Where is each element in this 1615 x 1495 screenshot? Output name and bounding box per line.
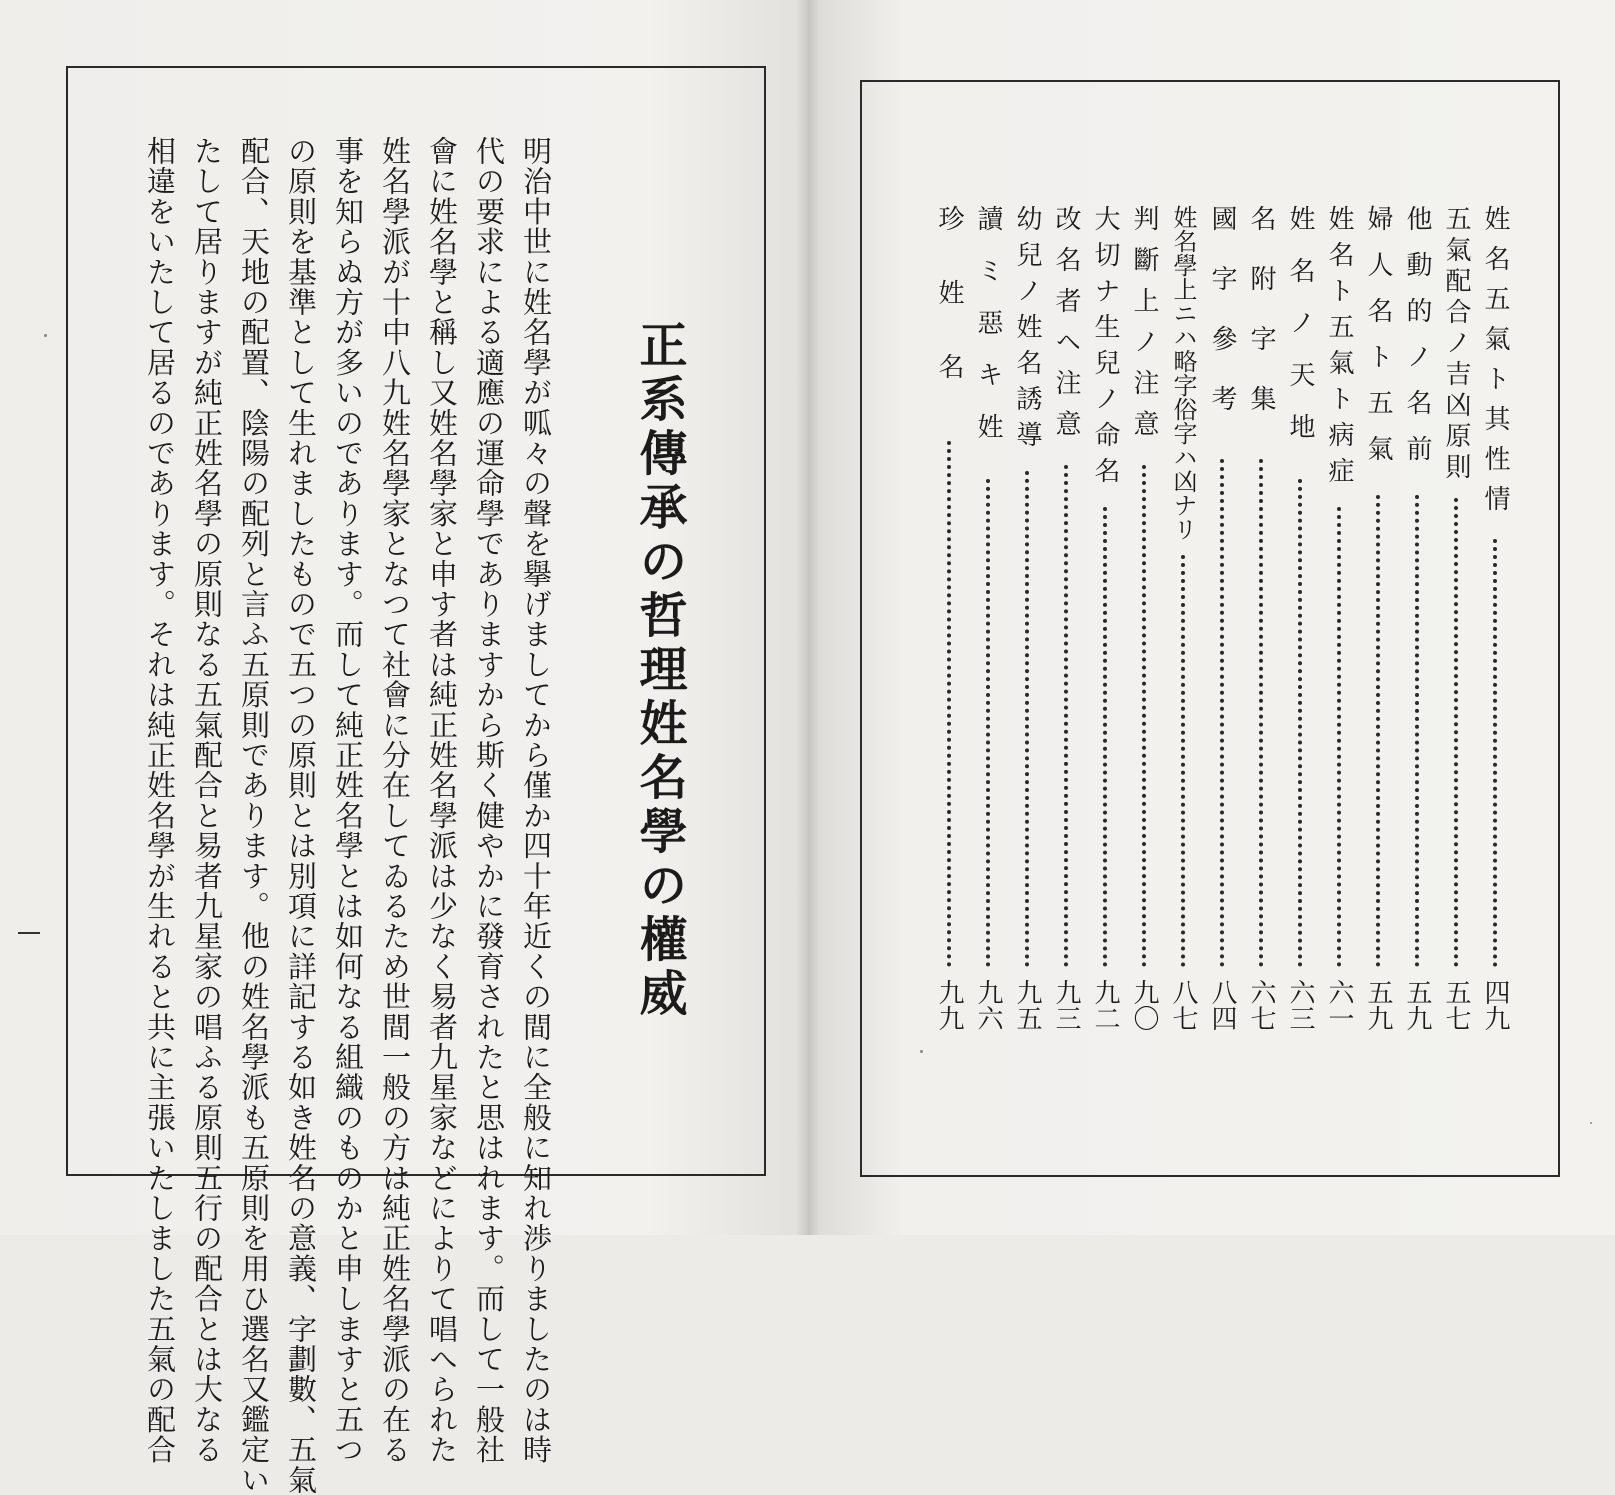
paper-speck — [44, 334, 47, 337]
toc-entry-page: 四九 — [1480, 979, 1510, 1031]
toc-entry-title: 他動的ノ名前 — [1402, 205, 1432, 481]
toc-entry — [1319, 205, 1359, 1031]
toc-leader-dots — [1103, 507, 1107, 967]
toc-entry-page: 六三 — [1285, 979, 1315, 1031]
body-column: たして居りますが純正姓名學の原則なる五氣配合と易者九星家の唱ふる原則五行の配合とは大なる — [190, 136, 224, 1465]
toc-entry — [1280, 205, 1320, 1031]
toc-entry — [1202, 205, 1242, 1031]
toc-entry — [968, 205, 1008, 1031]
toc-entry-title: 判斷上ノ注意 — [1129, 205, 1159, 451]
toc-entry-page: 九五 — [1012, 979, 1042, 1031]
section-title: 正系傳承の哲理姓名學の權威 — [631, 320, 687, 1022]
toc-leader-dots — [1493, 539, 1497, 967]
toc-entry-title: 姓名學上ニハ略字俗字ハ凶ナリ — [1169, 205, 1197, 541]
body-column: 相違をいたして居るのであります。それは純正姓名學が生れると共に主張いたしました五氣の配合 — [143, 136, 177, 1465]
toc-entry — [1397, 205, 1437, 1031]
toc-leader-dots — [1259, 459, 1263, 967]
body-column: の原則を基準として生れましたもので五つの原則とは別項に詳記する如き姓名の意義、字劃數、五氣 — [284, 136, 318, 1495]
body-column: 配合、天地の配置、陰陽の配列と言ふ五原則であります。他の姓名學派も五原則を用ひ選名又鑑定い — [237, 136, 271, 1495]
toc-entry — [1163, 205, 1203, 1031]
toc-entry-page: 九二 — [1090, 979, 1120, 1031]
toc-entry-title: 名附字集 — [1246, 205, 1276, 445]
toc-entry-page: 九六 — [973, 979, 1003, 1031]
paper-speck — [1590, 1122, 1592, 1124]
toc-entry-page: 六一 — [1324, 979, 1354, 1031]
toc-leader-dots — [1142, 465, 1146, 967]
paper-speck — [920, 1050, 923, 1053]
toc-leader-dots — [947, 441, 951, 967]
toc-leader-dots — [1376, 495, 1380, 967]
body-column: 明治中世に姓名學が呱々の聲を擧げましてから僅か四十年近くの間に全般に知れ渉りましたのは時 — [519, 136, 553, 1465]
toc-entry-title: 讀ミ惡キ姓 — [973, 205, 1003, 465]
toc-leader-dots — [1220, 459, 1224, 967]
toc-leader-dots — [1337, 507, 1341, 967]
toc-leader-dots — [1415, 495, 1419, 967]
toc-entry — [1085, 205, 1125, 1031]
body-column: 代の要求による適應の運命學でありますから斯く健やかに發育されたと思はれます。而して一般社 — [472, 136, 506, 1465]
toc-entry-title: 改名者ヘ注意 — [1051, 205, 1081, 451]
toc-entry-page: 五九 — [1402, 979, 1432, 1031]
toc-entry-page: 九九 — [934, 979, 964, 1031]
toc-entry-page: 五九 — [1363, 979, 1393, 1031]
book-gutter — [796, 0, 820, 1235]
toc-leader-dots — [1298, 479, 1302, 967]
body-column: 事を知らぬ方が多いのであります。而して純正姓名學とは如何なる組織のものかと申しますと五つ — [331, 136, 365, 1465]
toc-entry-page: 五七 — [1441, 979, 1471, 1031]
page-folio-mark — [18, 932, 40, 934]
toc-leader-dots — [986, 479, 990, 967]
toc-entry — [929, 205, 969, 1031]
toc-entry-page: 六七 — [1246, 979, 1276, 1031]
toc-entry — [1436, 205, 1476, 1031]
toc-entry — [1007, 205, 1047, 1031]
toc-entry-title: 幼兒ノ姓名誘導 — [1012, 205, 1042, 457]
toc-entry — [1241, 205, 1281, 1031]
toc-entry — [1046, 205, 1086, 1031]
toc-entry — [1124, 205, 1164, 1031]
toc-entry-page: 八四 — [1207, 979, 1237, 1031]
toc-leader-dots — [1064, 465, 1068, 967]
toc-entry-title: 婦人名ト五氣 — [1363, 205, 1393, 481]
toc-entry-page: 九〇 — [1129, 979, 1159, 1031]
toc-entry-title: 姓名ト五氣ト病症 — [1324, 205, 1354, 493]
toc-leader-dots — [1025, 471, 1029, 967]
toc-leader-dots — [1454, 498, 1458, 967]
toc-entry-title: 大切ナ生兒ノ命名 — [1090, 205, 1120, 493]
toc-entry — [1358, 205, 1398, 1031]
body-column: 姓名學派が十中八九姓名學家となつて社會に分在してゐるため世間一般の方は純正姓名學派の在る — [378, 136, 412, 1465]
body-column: 會に姓名學と稱し又姓名學家と申す者は純正姓名學派は少なく易者九星家などによりて唱へられた — [425, 136, 459, 1465]
toc-entry-title: 珍姓名 — [934, 205, 964, 427]
toc-entry-title: 國字參考 — [1207, 205, 1237, 445]
toc-leader-dots — [1181, 555, 1185, 967]
toc-entry-page: 九三 — [1051, 979, 1081, 1031]
toc-entry — [1475, 205, 1515, 1031]
toc-entry-page: 八七 — [1168, 979, 1198, 1031]
toc-entry-title: 五氣配合ノ吉凶原則 — [1441, 205, 1471, 484]
toc-entry-title: 姓名ノ天地 — [1285, 205, 1315, 465]
toc-entry-title: 姓名五氣ト其性情 — [1480, 205, 1510, 525]
